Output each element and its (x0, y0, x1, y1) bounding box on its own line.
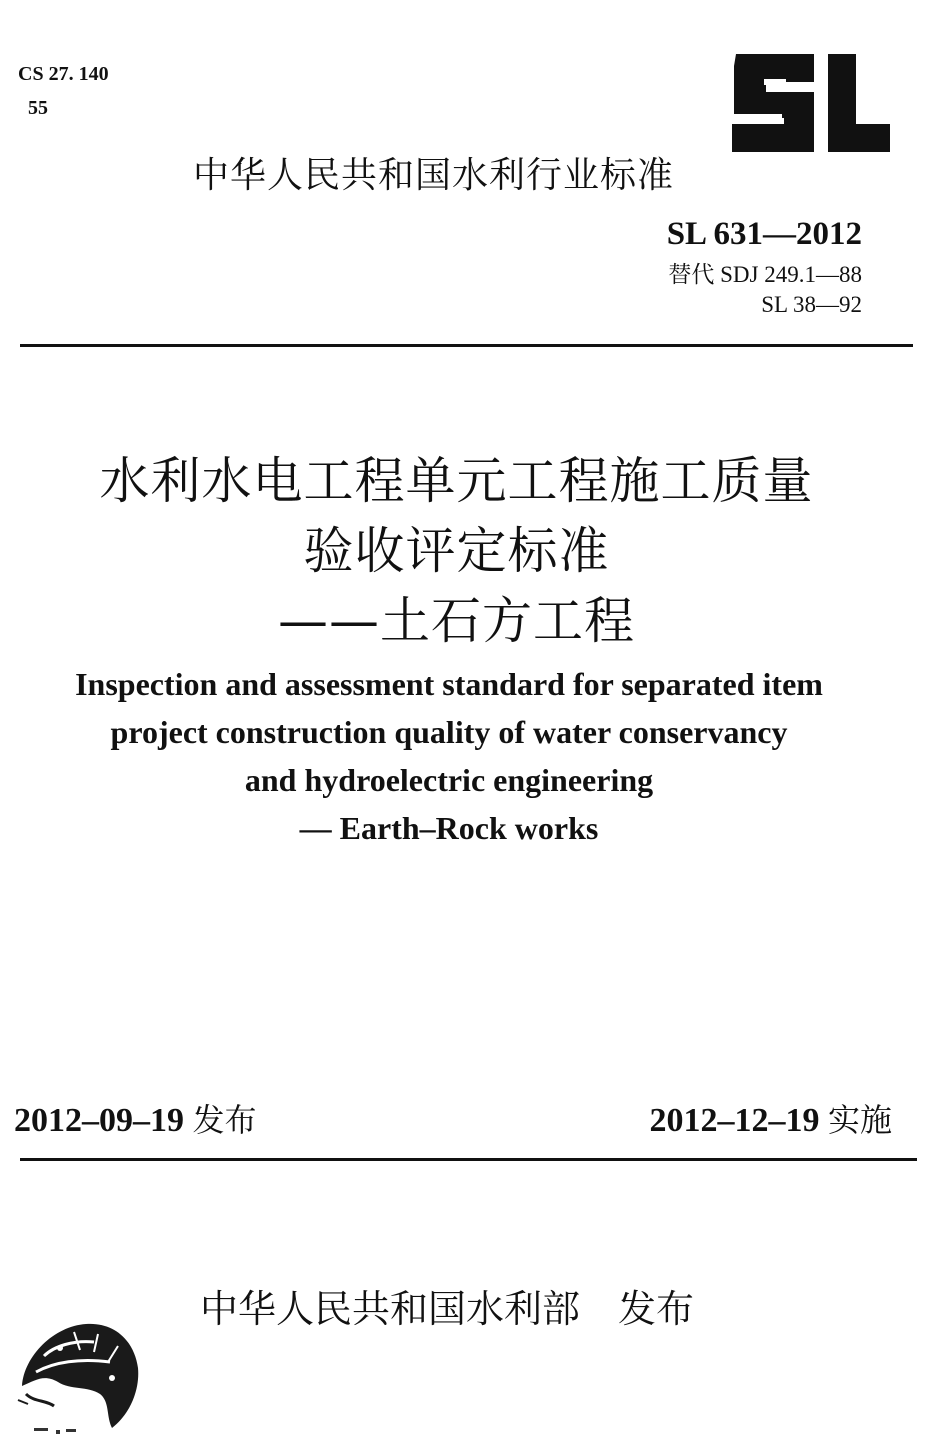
issue-label: 发布 (192, 1101, 257, 1139)
english-title-line: project construction quality of water conservancy (110, 714, 788, 750)
publisher-emblem-icon (14, 1316, 144, 1444)
top-divider (20, 344, 913, 347)
standard-code: SL 631—2012 (666, 216, 862, 252)
issue-date (14, 1098, 257, 1143)
issue-date-value: 2012–09–19 (14, 1102, 184, 1139)
replaces-block (668, 260, 862, 320)
effective-date (649, 1098, 892, 1143)
standard-category: 中华人民共和国水利行业标准 (193, 155, 675, 196)
replaces-line: 替代 SDJ 249.1—88 (668, 262, 862, 287)
english-title-line: and hydroelectric engineering (244, 762, 654, 798)
bottom-divider (20, 1158, 917, 1161)
effective-label: 实施 (827, 1101, 892, 1139)
sl-logo (728, 48, 893, 158)
issuing-authority (200, 1284, 694, 1334)
chinese-title-line: ——土石方工程 (278, 592, 635, 650)
replaces-line: SL 38—92 (761, 292, 862, 317)
issuer-name: 中华人民共和国水利部 (200, 1287, 581, 1331)
issuer-action: 发布 (618, 1287, 695, 1331)
english-title (0, 660, 898, 852)
chinese-title-line: 水利水电工程单元工程施工质量 (99, 452, 814, 510)
effective-date-value: 2012–12–19 (649, 1102, 820, 1139)
english-title-line: Inspection and assessment standard for separated item (75, 666, 823, 702)
ics-code: CS 27. 140 (18, 63, 109, 85)
ccs-code: 55 (28, 97, 48, 119)
chinese-title-line: 验收评定标准 (303, 522, 610, 580)
chinese-title (0, 446, 913, 656)
english-title-line: — Earth–Rock works (299, 810, 599, 846)
